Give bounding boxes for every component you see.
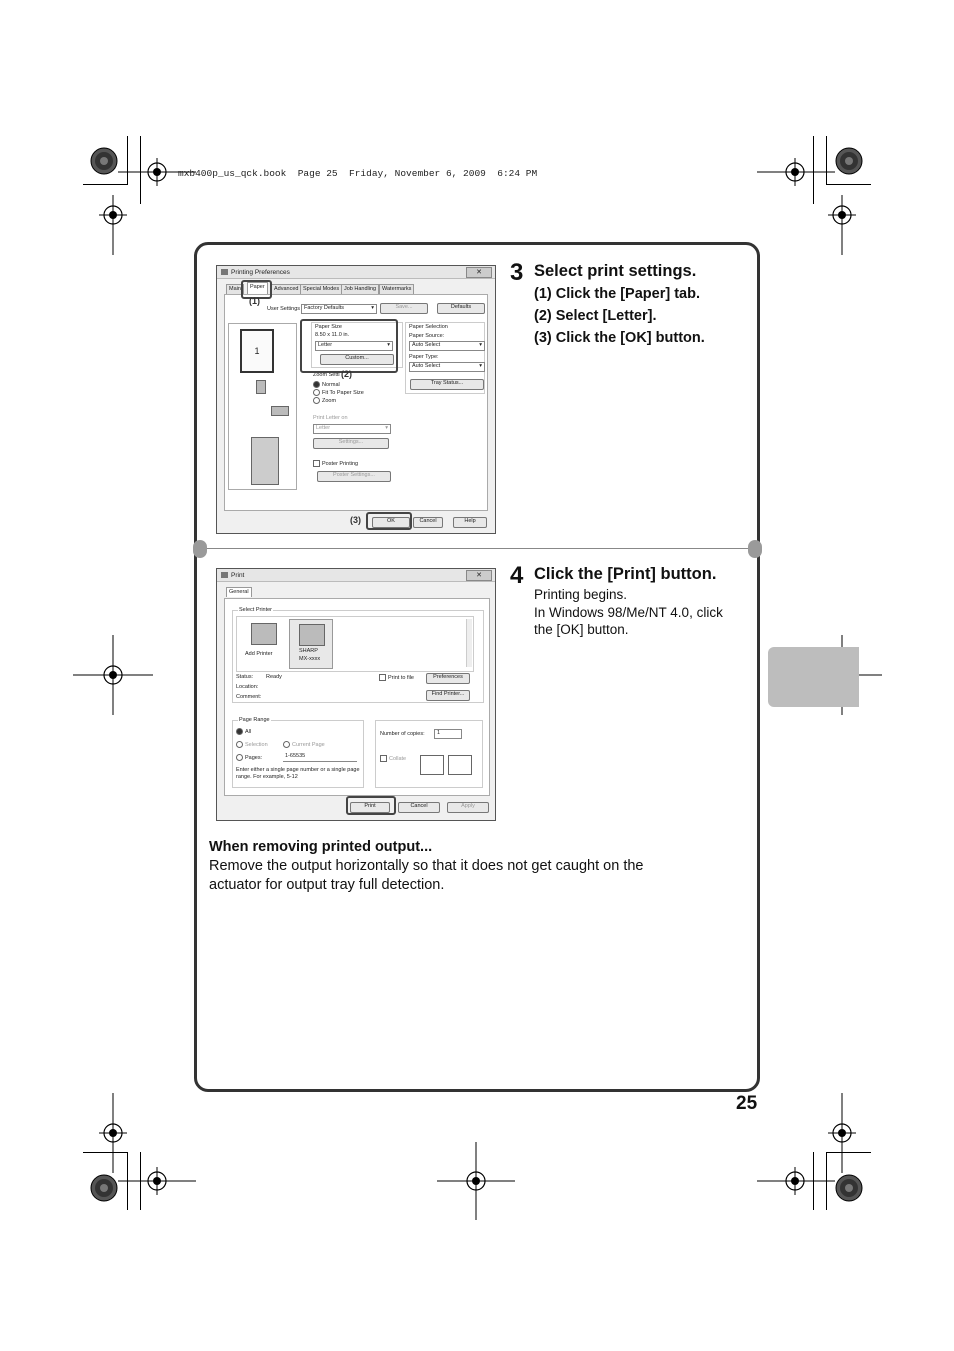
- printer-icon: [221, 269, 228, 275]
- page-range-group: [232, 717, 364, 788]
- page-range-hint: Enter either a single page number or a single page range. For example, 5-12: [236, 767, 360, 780]
- chevron-down-icon: ▾: [479, 363, 482, 369]
- print-header: mxb400p_us_qck.book Page 25 Friday, November 6, 2009 6:24 PM: [178, 168, 538, 179]
- page-range-label: Page Range: [239, 717, 270, 723]
- preferences-button[interactable]: Preferences: [426, 673, 470, 684]
- zoom-option-normal-label: Normal: [322, 381, 340, 388]
- collate-pages-icon: [420, 755, 444, 775]
- radio-icon: [283, 741, 290, 748]
- step4-body-2: In Windows 98/Me/NT 4.0, click: [534, 605, 723, 620]
- location-label: Location:: [236, 684, 259, 690]
- checkbox-icon: [379, 674, 386, 681]
- status-value: Ready: [266, 674, 282, 680]
- paper-source-value: Auto Select: [412, 342, 441, 348]
- scrollbar[interactable]: [466, 619, 472, 667]
- radio-selected-icon: [313, 381, 320, 388]
- tab-special-modes[interactable]: Special Modes: [300, 284, 342, 294]
- print-button[interactable]: Print: [350, 802, 390, 813]
- range-current-page-label: Current Page: [292, 741, 325, 748]
- sharp-printer-item[interactable]: [289, 619, 333, 669]
- paper-selection-group: [405, 322, 485, 394]
- tab-advanced[interactable]: Advanced: [271, 284, 301, 294]
- range-pages-label: Pages:: [245, 754, 263, 761]
- page-number: 25: [736, 1093, 758, 1114]
- printer-list: [236, 616, 474, 672]
- poster-settings-button[interactable]: Poster Settings...: [317, 471, 391, 482]
- collate-label: Collate: [389, 755, 407, 762]
- step3-number: 3: [510, 259, 524, 286]
- ok-button[interactable]: OK: [372, 517, 410, 528]
- printer-model: MX-xxxx: [299, 656, 321, 662]
- tab-general[interactable]: General: [226, 587, 252, 597]
- status-label: Status:: [236, 674, 254, 680]
- pages-icon: [271, 406, 289, 416]
- copies-label: Number of copies:: [380, 731, 425, 737]
- poster-printing-label: Poster Printing: [322, 460, 359, 467]
- printer-icon: [221, 572, 228, 578]
- comment-label: Comment:: [236, 694, 262, 700]
- print-letter-value: Letter: [316, 425, 331, 431]
- pages-input[interactable]: [283, 753, 357, 762]
- settings-button[interactable]: Settings...: [313, 438, 389, 449]
- tab-watermarks[interactable]: Watermarks: [379, 284, 414, 294]
- note-line-2: actuator for output tray full detection.: [209, 877, 445, 893]
- note-body: [209, 857, 729, 895]
- printer-name: SHARP: [299, 648, 318, 654]
- range-all-label: All: [245, 728, 252, 735]
- copies-group: [375, 720, 483, 788]
- callout-label-1: (1): [249, 296, 260, 306]
- paper-type-value: Auto Select: [412, 363, 441, 369]
- step4-body-1: Printing begins.: [534, 587, 628, 602]
- paper-preview: [228, 323, 297, 490]
- user-settings-label: User Settings: [267, 306, 301, 312]
- step4-body-3: the [OK] button.: [534, 622, 629, 637]
- note-line-1: Remove the output horizontally so that it does not get caught on the: [209, 858, 644, 874]
- step4-number: 4: [510, 562, 524, 589]
- zoom-option-zoom-label: Zoom: [322, 397, 337, 404]
- range-current-page[interactable]: [283, 741, 325, 748]
- divider-dot-left: [193, 540, 207, 558]
- step3-item-3: (3) Click the [OK] button.: [534, 330, 705, 346]
- note-title: When removing printed output...: [209, 839, 433, 855]
- add-printer-icon: [251, 623, 277, 645]
- zoom-option-zoom[interactable]: [313, 397, 336, 404]
- print-letter-on-label: Print Letter on: [313, 415, 348, 421]
- paper-selection-label: Paper Selection: [409, 324, 448, 330]
- range-all[interactable]: [236, 728, 251, 735]
- radio-icon: [313, 397, 320, 404]
- paper-type-label: Paper Type:: [409, 354, 439, 360]
- zoom-option-fit[interactable]: [313, 389, 364, 396]
- copies-input[interactable]: [434, 729, 462, 739]
- zoom-option-fit-label: Fit To Paper Size: [322, 389, 364, 396]
- callout-ok-button: [366, 512, 412, 530]
- print-letter-select[interactable]: [313, 424, 391, 434]
- cancel-button[interactable]: Cancel: [398, 802, 440, 813]
- range-selection[interactable]: [236, 741, 268, 748]
- paper-size-dims: 8.50 x 11.0 in.: [315, 332, 350, 338]
- dialog-title: Printing Preferences: [231, 269, 290, 276]
- radio-icon: [236, 754, 243, 761]
- defaults-button[interactable]: Defaults: [437, 303, 485, 314]
- paper-source-select[interactable]: [409, 341, 485, 351]
- range-pages[interactable]: [236, 754, 262, 761]
- print-to-file-label: Print to file: [388, 674, 414, 681]
- callout-label-2: (2): [341, 369, 352, 379]
- step3-item-2: (2) Select [Letter].: [534, 308, 657, 324]
- paper-size-value: Letter: [318, 342, 333, 348]
- zoom-option-normal[interactable]: [313, 381, 340, 388]
- select-printer-label: Select Printer: [239, 607, 273, 613]
- document-icon: [256, 380, 266, 394]
- printer-icon: [299, 624, 325, 646]
- zoom-settings-label: Zoom Setti: [313, 372, 340, 378]
- step-divider: [196, 548, 756, 549]
- title-bar: [217, 266, 495, 279]
- chapter-tab: [768, 647, 859, 707]
- chevron-down-icon: ▾: [371, 305, 374, 311]
- tab-paper[interactable]: Paper: [247, 282, 268, 294]
- callout-paper-size: [300, 319, 398, 373]
- step4-title: Click the [Print] button.: [534, 565, 717, 583]
- close-icon[interactable]: ✕: [466, 570, 492, 581]
- general-tab-panel: [224, 598, 490, 796]
- select-printer-group: [232, 607, 484, 703]
- callout-label-3: (3): [350, 515, 361, 525]
- add-printer-label[interactable]: Add Printer: [245, 651, 273, 657]
- paper-source-label: Paper Source:: [409, 333, 445, 339]
- user-settings-value: Factory Defaults: [304, 305, 345, 311]
- tab-main[interactable]: Main: [226, 284, 244, 294]
- save-button[interactable]: Save...: [380, 303, 428, 314]
- title-bar: [217, 569, 495, 582]
- chevron-down-icon: ▾: [479, 342, 482, 348]
- print-dialog: [216, 568, 496, 821]
- cancel-button[interactable]: Cancel: [413, 517, 443, 528]
- callout-print-button: [346, 796, 396, 815]
- tab-job-handling[interactable]: Job Handling: [341, 284, 379, 294]
- paper-type-select[interactable]: [409, 362, 485, 372]
- collate-checkbox[interactable]: [380, 755, 406, 762]
- chevron-down-icon: ▾: [385, 425, 388, 431]
- user-settings-select[interactable]: [301, 304, 377, 314]
- poster-printing-checkbox[interactable]: [313, 460, 358, 467]
- range-selection-label: Selection: [245, 741, 268, 748]
- custom-button[interactable]: Custom...: [320, 354, 394, 365]
- pages-input-value: 1-65535: [285, 753, 306, 759]
- chevron-down-icon: ▾: [387, 342, 390, 348]
- checkbox-icon: [313, 460, 320, 467]
- find-printer-button[interactable]: Find Printer...: [426, 690, 470, 701]
- page-preview: 1: [240, 329, 274, 373]
- radio-icon: [236, 741, 243, 748]
- step3-item-1: (1) Click the [Paper] tab.: [534, 286, 700, 302]
- collate-pages-icon: [448, 755, 472, 775]
- step3-title: Select print settings.: [534, 262, 697, 280]
- paper-size-label: Paper Size: [315, 324, 342, 330]
- radio-icon: [313, 389, 320, 396]
- apply-button[interactable]: Apply: [447, 802, 489, 813]
- dialog-title: Print: [231, 572, 245, 579]
- close-icon[interactable]: ✕: [466, 267, 492, 278]
- divider-dot-right: [748, 540, 762, 558]
- tray-status-button[interactable]: Tray Status...: [410, 379, 484, 390]
- copies-input-value: 1: [437, 730, 441, 736]
- copier-icon: [251, 437, 279, 485]
- radio-selected-icon: [236, 728, 243, 735]
- help-button[interactable]: Help: [453, 517, 487, 528]
- print-to-file-checkbox[interactable]: [379, 674, 414, 681]
- checkbox-checked-icon: [380, 755, 387, 762]
